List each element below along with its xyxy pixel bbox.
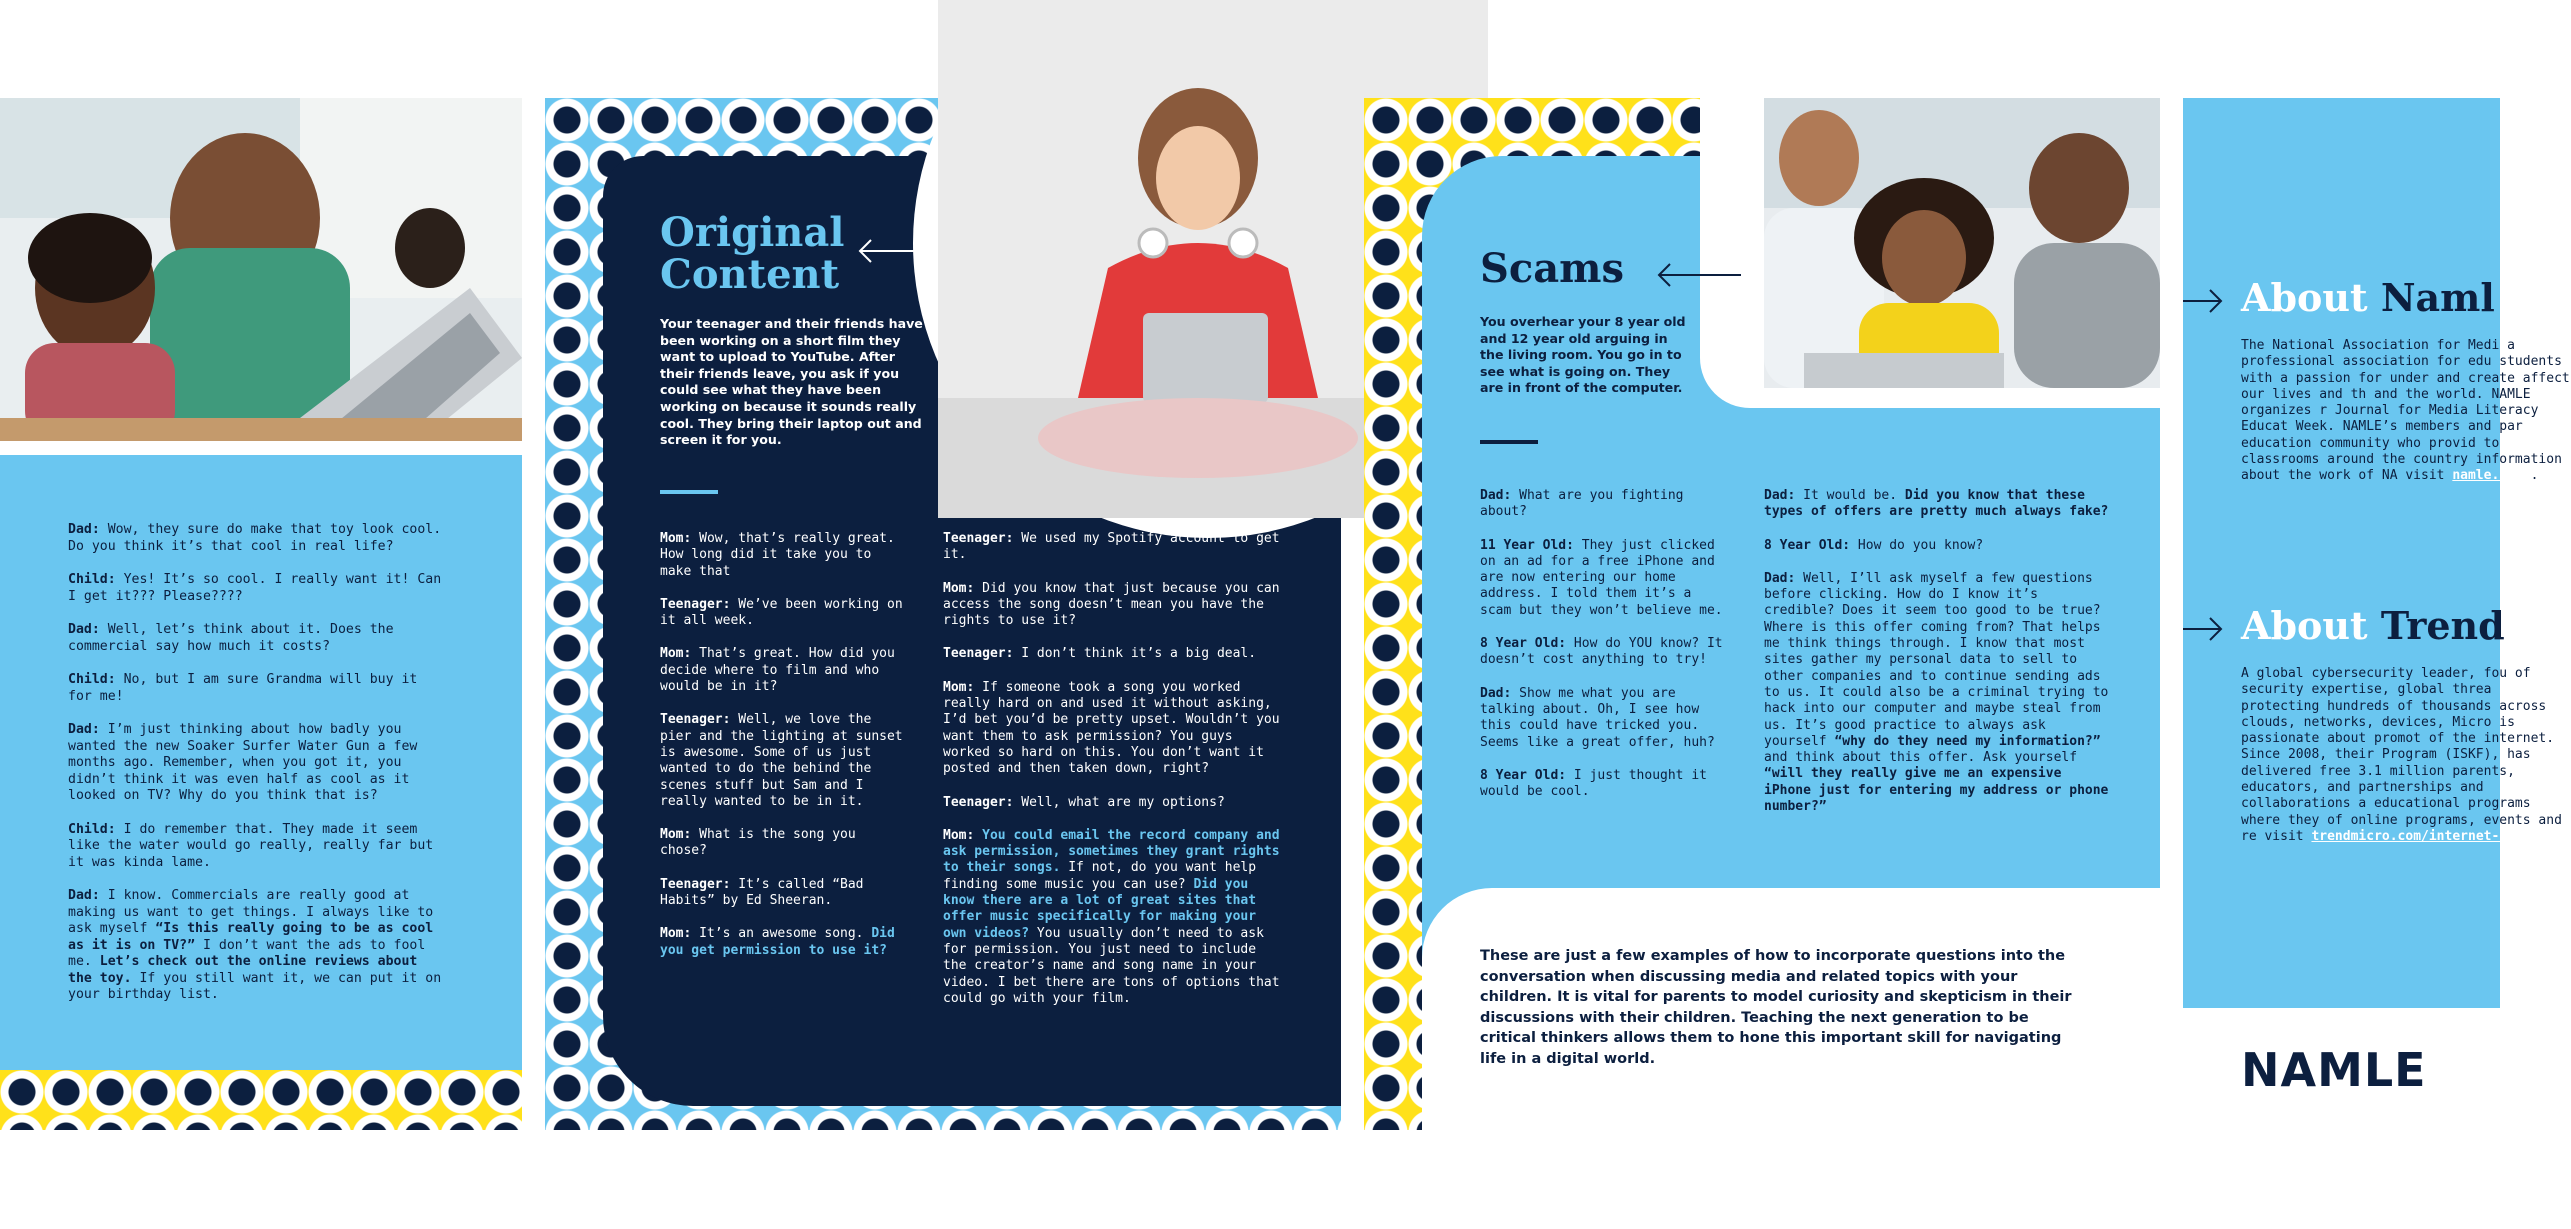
dialogue-line: Dad: Well, let’s think about it. Does the commercial say how much it costs? (68, 622, 394, 654)
father-son-laptop-photo (0, 98, 522, 441)
dialogue-line: Teenager: I don’t think it’s a big deal. (943, 646, 1257, 662)
dialogue-line: Dad: Well, I’ll ask myself a few questions before clicking. How do I know it’s credible? Does it seem too good to be true? Where is this offer coming from? That helps me think things through. I know that most sites gather my personal data to sell to other companies and to continue sending ads to us. It could also be a criminal trying to hack into our computer and maybe steal from us. It’s good practice to always ask yourself “why do they need my information?” and think about this offer. Ask yourself “will they really give me an expensive iPhone just for entering my address or phone number?” (1764, 570, 2109, 815)
original-content-dialogue-col2 (943, 531, 1283, 1024)
original-content-dialogue-col1 (660, 531, 905, 976)
dialogue-line: Child: No, but I am sure Grandma will buy it for me! (68, 672, 418, 704)
yellow-dot-border (0, 1070, 522, 1130)
about-arrow-icon (2183, 288, 2225, 314)
dialogue-line: Mom: Wow, that’s really great. How long did it take you to make that (660, 531, 895, 579)
dialogue-line: Dad: Show me what you are talking about. Oh, I see how this could have tricked you. Seems like a great offer, huh? (1480, 685, 1715, 750)
dialogue-line: 8 Year Old: I just thought it would be cool. (1480, 767, 1707, 800)
about-trend-title: About Trend (2241, 603, 2505, 648)
divider (1480, 440, 1538, 444)
dialogue-line: Dad: I’m just thinking about how badly you wanted the new Soaker Surfer Water Gun a few months ago. Remember, when you got it, you didn’t think it was even half as cool as it looked on TV? Why do you think that is? (68, 722, 418, 803)
dialogue-line: Mom: If someone took a song you worked really hard on and used it without asking, I’d bet you’d be pretty upset. Wouldn’t you want them to ask permission? You guys worked so hard on this. You don’t want it posted and then taken down, right? (943, 679, 1280, 777)
dialogue-line: Mom: It’s an awesome song. Did you get permission to use it? (660, 926, 895, 958)
panel-original-content (545, 98, 1341, 1130)
dialogue-line: Teenager: It’s called “Bad Habits” by Ed Sheeran. (660, 876, 864, 909)
namle-logo: NAMLE (2241, 1043, 2427, 1097)
about-namle-title: About Naml (2241, 275, 2495, 320)
dialogue-line: Teenager: We’ve been working on it all week. (660, 596, 903, 629)
title-arrow-icon (1656, 262, 1741, 288)
original-content-title: Original Content (660, 209, 845, 298)
dialogue-line: 8 Year Old: How do YOU know? It doesn’t cost anything to try! (1480, 636, 1723, 668)
namle-link[interactable]: namle.net (2452, 468, 2523, 484)
panel-scams (1364, 98, 2160, 1130)
dialogue-line: Mom: That’s great. How did you decide where to film and who would be in it? (660, 646, 895, 695)
dialogue-line: Mom: Did you know that just because you can access the song doesn’t mean you have the rights to use it? (943, 580, 1280, 629)
commercials-dialogue (68, 522, 448, 1021)
scams-title: Scams (1480, 245, 1625, 292)
dialogue-line: Teenager: We used my Spotify account to get it. (943, 531, 1280, 563)
scams-intro: You overhear your 8 year old and 12 year old arguing in the living room. You go in to see what is going on. They are in front of the computer. (1480, 314, 1686, 396)
divider (660, 490, 718, 494)
dialogue-line: Dad: Wow, they sure do make that toy look cool. Do you think it’s that cool in real life? (68, 522, 442, 554)
panel-about (2183, 98, 2570, 1130)
title-arrow-icon (857, 238, 922, 264)
dialogue-line: Dad: It would be. Did you know that these types of offers are pretty much always fake? (1764, 488, 2109, 520)
dialogue-line: Mom: You could email the record company and ask permission, sometimes they grant rights to their songs. If not, do you want help finding some music you can use? Did you know there are a lot of great sites that offer music specifically for making your own videos? You usually don’t need to ask for permission. You just need to include the creator’s name and song name in your video. I bet there are tons of options that could go with your film. (943, 827, 1280, 1006)
dialogue-line: Dad: I know. Commercials are really good at making us want to get things. I always like to ask myself “Is this really going to be as cool as it is on TV?” I don’t want the ads to fool me. Let’s check out the online reviews about the toy. If you still want it, we can put it on your birthday list. (68, 888, 442, 1002)
scams-dialogue-col1 (1480, 488, 1725, 817)
scams-dialogue-col2 (1764, 488, 2109, 832)
about-arrow-icon (2183, 616, 2225, 642)
original-content-intro: Your teenager and their friends have been working on a short film they want to upload to YouTube. After their friends leave, you ask if you could see what they have been working on because it sounds really cool. They bring their laptop out and screen it for you. (660, 316, 923, 448)
dialogue-line: Teenager: Well, what are my options? (943, 794, 1225, 810)
dialogue-line: 11 Year Old: They just clicked on an ad for a free iPhone and are now entering our home address. I told them it’s a scam but they won’t believe me. (1480, 537, 1723, 618)
about-namle-text: The National Association for Medi a professional association for edu students with a passion for under and create affect our lives and th and the world. NAMLE organizes r Journal for Media Literacy Educat Week. NAMLE’s members and par education community who provid to classrooms around the country information about the work of NA visit namle.net . (2241, 338, 2570, 484)
panel-commercials (0, 98, 522, 1130)
trendmicro-link[interactable]: trendmicro.com/internet-saf (2311, 828, 2523, 844)
dialogue-line: Mom: What is the song you chose? (660, 827, 856, 859)
family-at-laptop-photo (1764, 98, 2160, 388)
closing-paragraph: These are just a few examples of how to incorporate questions into the conversation when discussing media and related topics with your children. It is vital for parents to model curiosity and skepticism in their discussions with their children. Teaching the next generation to be critical thinkers allows them to hone this important skill for navigating life in a digital world. (1480, 948, 2072, 1067)
about-trend-text: A global cybersecurity leader, fou of security expertise, global threa protecting hundreds of thousands across clouds, networks, devices, Micro is passionate about promot of the internet. Since 2008, their Program (ISKF), has delivered free 3.1 million parents, educators, and partnerships and collaborations a educational programs where they of online programs, events and re visit trendmicro.com/internet-saf (2241, 666, 2562, 844)
dialogue-line: Child: Yes! It’s so cool. I really want it! Can I get it??? Please???? (68, 572, 442, 604)
dialogue-line: Dad: What are you fighting about? (1480, 488, 1684, 520)
dialogue-line: Teenager: Well, we love the pier and the lighting at sunset is awesome. Some of us just wanted to do the behind the scenes stuff but Sam and I really wanted to be in it. (660, 712, 903, 809)
dialogue-line: 8 Year Old: How do you know? (1764, 537, 1984, 553)
dialogue-line: Child: I do remember that. They made it seem like the water would go really, really far but it was kinda lame. (68, 821, 434, 870)
